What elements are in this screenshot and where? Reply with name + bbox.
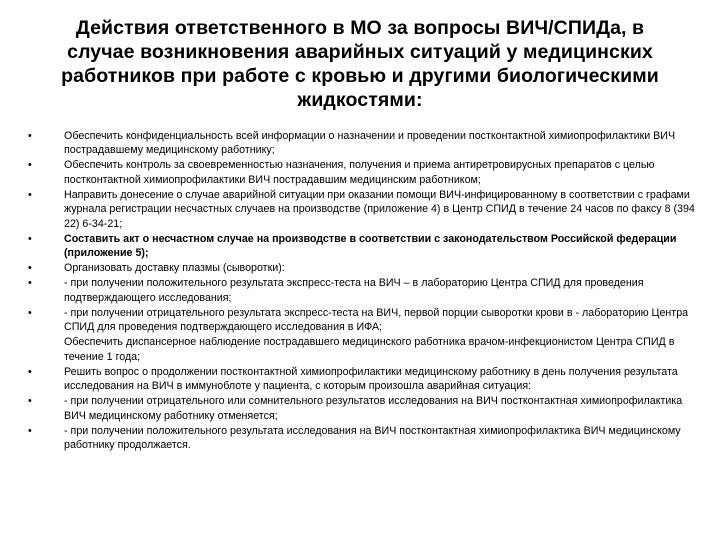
bullet-icon: • [28,130,32,142]
list-item-text: - при получении отрицательного или сомнительного результатов исследования на ВИЧ постконтактная химиопрофилактика ВИЧ медицинскому работнику отменяется; [64,395,683,422]
list-item-text: Организовать доставку плазмы (сыворотки): [64,262,285,275]
bullet-icon: • [28,424,32,437]
list-item-text: - при получении положительного результата исследования на ВИЧ постконтактная химиопрофилактика ВИЧ медицинскому работнику продолжается. [64,424,681,452]
list-item-text: - при получении отрицательного результата экспресс-теста на ВИЧ, первой порции сыворотки крови в - лабораторию Центра СПИД для проведения подтверждающего исследования в ИФА; [64,306,689,334]
list-item-text: Обеспечить контроль за своевременностью назначения, получения и приема антиретровирусных препаратов с целью постконтактной химиопрофилактики ВИЧ пострадавшим медицинским работником; [64,159,655,186]
slide-title: Действия ответственного в МО за вопросы ВИЧ/СПИДа, в случае возникновения аварийных ситуаций у медицинских работников при работе с кровью и другими биологическими жидкостями: [61,17,659,111]
bullet-icon: • [28,277,32,290]
list-item-text: Обеспечить конфиденциальность всей информации о назначении и проведении постконтактной химиопрофилактики ВИЧ пострадавшему медицинскому работнику; [64,130,676,157]
action-list [28,129,698,453]
bullet-icon: • [28,159,32,172]
bullet-icon: • [28,306,32,319]
list-item [28,306,698,335]
list-item [28,335,698,364]
list-item-text: Решить вопрос о продолжении постконтактной химиопрофилактики медицинскому работнику в день получения результата исследования на ВИЧ в иммуноблоте у пациента, с которым произошла аварийная ситуация: [64,365,678,393]
bullet-icon: • [28,262,32,275]
bullet-icon: • [28,232,32,245]
list-item-text: Обеспечить диспансерное наблюдение пострадавшего медицинского работника врачом-инфекционистом Центра СПИД в течение 1 года; [64,336,675,363]
list-item-text: Составить акт о несчастном случае на производстве в соответствии с законодательством Российской федерации (приложение 5); [64,232,677,260]
list-item [28,158,698,187]
list-item [28,365,698,394]
list-item-text: - при получении положительного результата экспресс-теста на ВИЧ – в лабораторию Центра СПИД для проведения подтверждающего исследования; [64,277,644,304]
list-item [28,424,698,453]
list-item [28,232,698,261]
list-item [28,129,698,158]
list-item [28,261,698,275]
list-item-text: Направить донесение о случае аварийной ситуации при оказании помощи ВИЧ-инфицированному в соответствии с графами журнала регистрации несчастных случаев на производстве (приложение 4) в Центр СПИД в течение 24 часов по факсу 8 (394 22) 6-34-21; [64,188,695,230]
bullet-icon: • [28,395,32,408]
bullet-icon: • [28,188,32,201]
list-item [28,188,698,231]
list-item [28,276,698,305]
list-item [28,394,698,423]
bullet-icon: • [28,365,32,378]
